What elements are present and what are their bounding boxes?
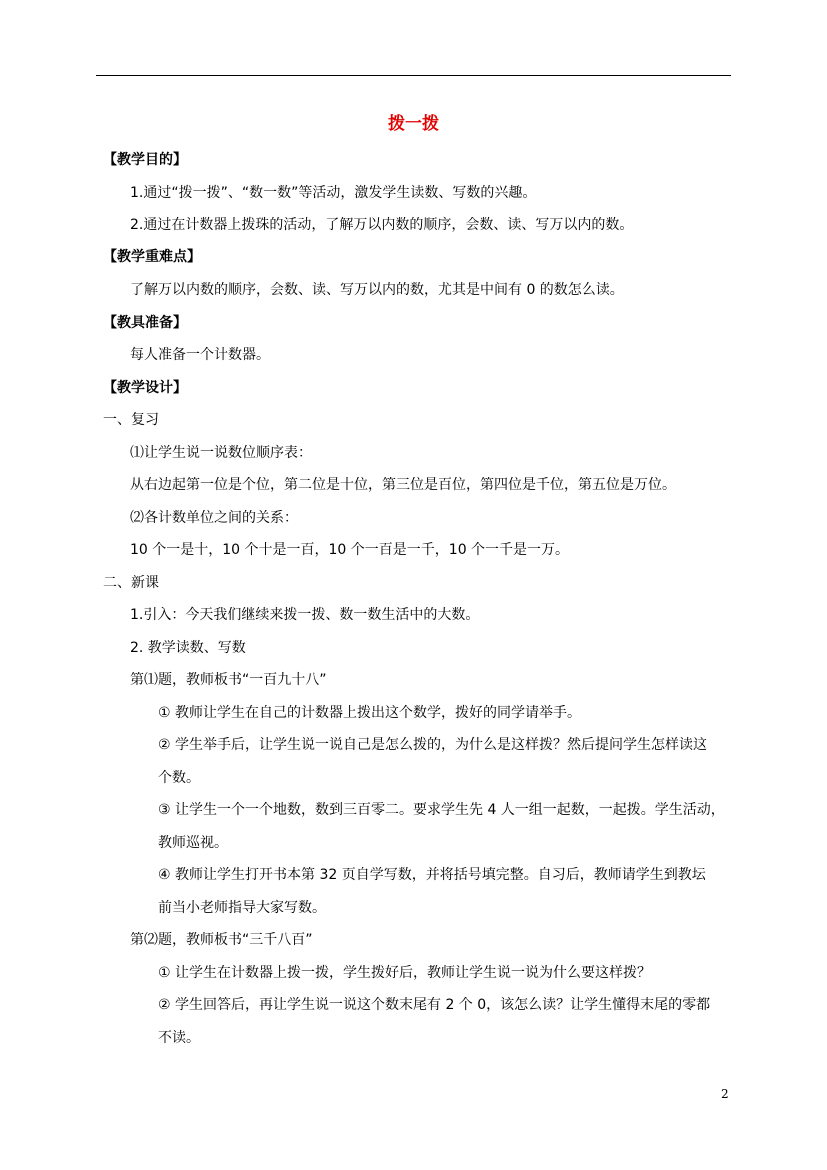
problem1-line-5: 教师巡视。 <box>158 835 228 851</box>
new-lesson-heading: 二、新课 <box>103 575 159 591</box>
review-line-2: 从右边起第一位是个位，第二位是十位，第三位是百位，第四位是千位，第五位是万位。 <box>130 477 676 493</box>
review-line-3: ⑵各计数单位之间的关系： <box>130 510 298 526</box>
section-heading-goals: 【教学目的】 <box>103 152 187 168</box>
goal-item-1: 1.通过“拨一拨”、“数一数”等活动，激发学生读数、写数的兴趣。 <box>130 185 537 201</box>
problem2-line-3: 不读。 <box>158 1030 200 1046</box>
header-rule <box>96 75 731 76</box>
section-heading-key-points: 【教学重难点】 <box>103 249 201 265</box>
problem1-line-6: ④ 教师让学生打开书本第 32 页自学写数，并将括号填完整。自习后，教师请学生到教坛 <box>158 867 706 883</box>
review-heading: 一、复习 <box>103 412 159 428</box>
problem2-heading: 第⑵题，教师板书“三千八百” <box>130 932 313 948</box>
problem1-line-4: ③ 让学生一个一个地数，数到三百零二。要求学生先 4 人一组一起数，一起拨。学生活动， <box>158 802 725 818</box>
problem1-line-7: 前当小老师指导大家写数。 <box>158 900 326 916</box>
review-line-4: 10 个一是十，10 个十是一百，10 个一百是一千，10 个一千是一万。 <box>130 542 570 558</box>
key-points-text: 了解万以内数的顺序，会数、读、写万以内的数，尤其是中间有 0 的数怎么读。 <box>130 282 624 298</box>
section-heading-design: 【教学设计】 <box>103 380 187 396</box>
problem1-line-3: 个数。 <box>158 770 200 786</box>
problem1-line-2: ② 学生举手后，让学生说一说自己是怎么拨的，为什么是这样拨？然后提问学生怎样读这 <box>158 737 707 753</box>
problem2-line-1: ① 让学生在计数器上拨一拨，学生拨好后，教师让学生说一说为什么要这样拨？ <box>158 965 651 981</box>
problem1-heading: 第⑴题，教师板书“一百九十八” <box>130 672 327 688</box>
new-lesson-intro: 1.引入：今天我们继续来拨一拨、数一数生活中的大数。 <box>130 607 480 623</box>
new-lesson-subheading: 2. 教学读数、写数 <box>130 640 246 656</box>
review-line-1: ⑴让学生说一说数位顺序表： <box>130 445 312 461</box>
problem1-line-1: ① 教师让学生在自己的计数器上拨出这个数学，拨好的同学请举手。 <box>158 705 581 721</box>
materials-text: 每人准备一个计数器。 <box>130 347 270 363</box>
page-number: 2 <box>721 1087 729 1101</box>
section-heading-materials: 【教具准备】 <box>103 315 187 331</box>
problem2-line-2: ② 学生回答后，再让学生说一说这个数末尾有 2 个 0，该怎么读？让学生懂得末尾的零都 <box>158 997 711 1013</box>
document-title: 拨一拨 <box>388 114 439 134</box>
goal-item-2: 2.通过在计数器上拨珠的活动，了解万以内数的顺序，会数、读、写万以内的数。 <box>130 217 634 233</box>
